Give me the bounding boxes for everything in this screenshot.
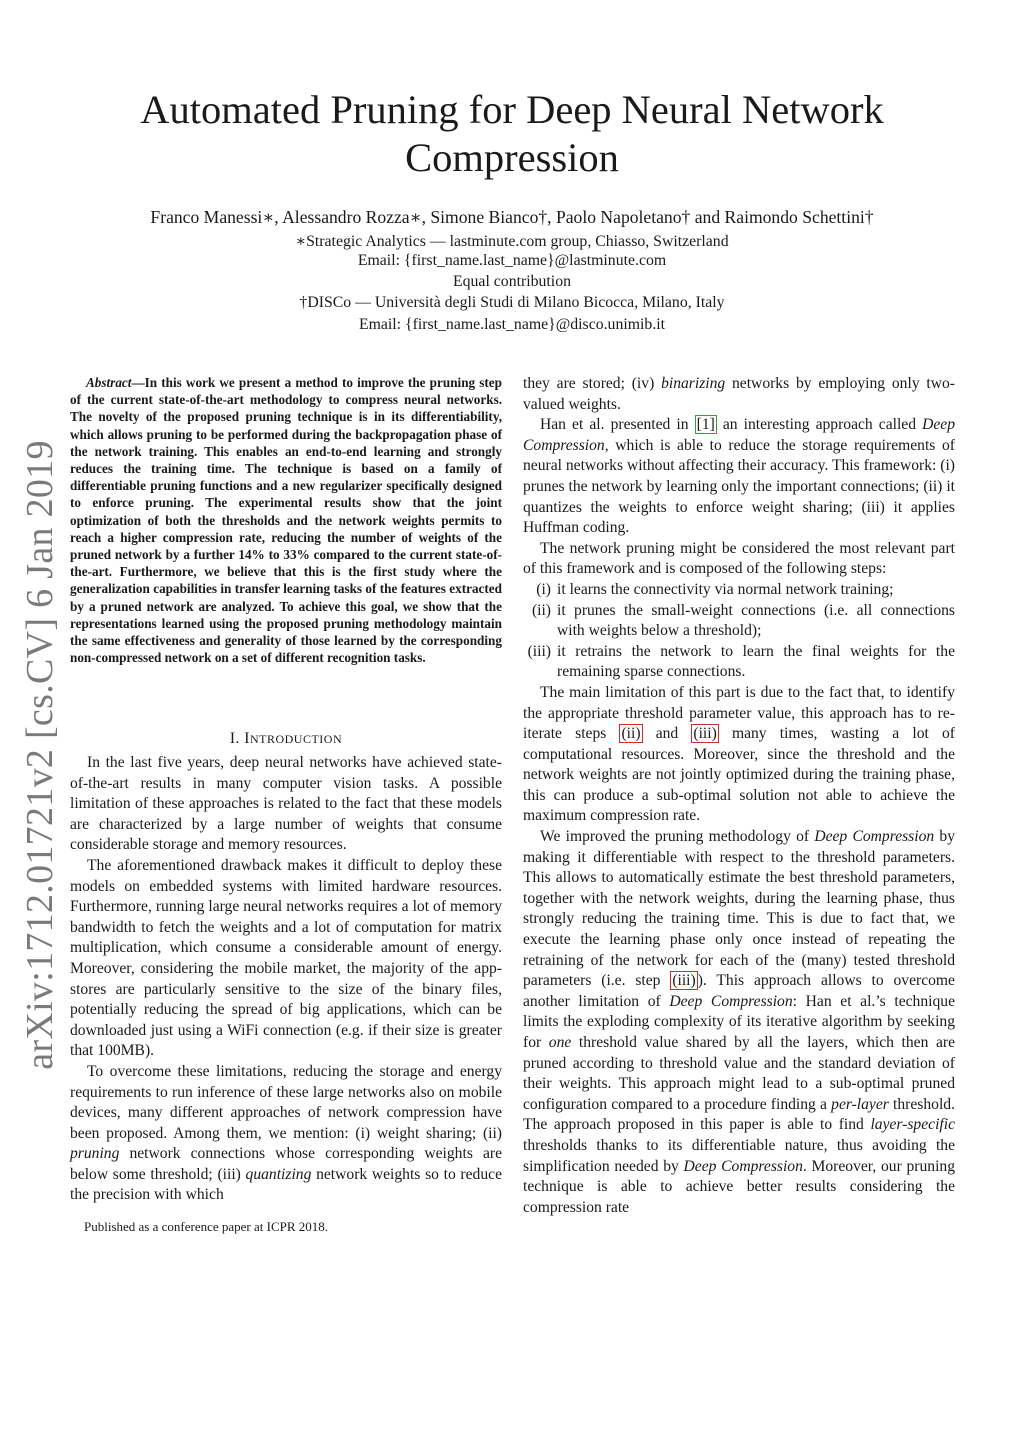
intro-paragraph: In the last five years, deep neural networks have achieved state-of-the-art results in many computer vision tasks. A possible limitation of these approaches is related to the fact that these models are characterized by a large number of weights that consume considerable storage and memory resources.	[70, 754, 502, 854]
section-number: I.	[229, 730, 240, 747]
paragraph: Han et al. presented in [1] an interesting approach called Deep Compression, which is able to reduce the storage requirements of neural networks without affecting their accuracy. This framework: (i) prunes the network by learning only the important connections; (ii) it quantizes the weights to enforce weight sharing; (iii) it applies Huffman coding.	[523, 416, 955, 537]
intro-paragraph: To overcome these limitations, reducing the storage and energy requirements to run inference of these large networks also on mobile devices, many different approaches of network compression have been proposed. Among them, we mention: (i) weight sharing; (ii) pruning network connections whose corresponding weights are below some threshold; (iii) quantizing network weights so to reduce the precision with which	[70, 1062, 502, 1204]
affiliation-line: Email: {first_name.last_name}@disco.unimib.it	[358, 316, 666, 333]
paragraph: they are stored; (iv) binarizing networks by employing only two-valued weights.	[523, 375, 956, 413]
list-item: (i) it learns the connectivity via normal network training;	[536, 580, 894, 598]
list-item: (iii) it retrains the network to learn the final weights for the remaining sparse connections.	[527, 642, 955, 681]
abstract	[70, 374, 502, 666]
affiliation-line: Equal contribution	[452, 273, 571, 290]
arxiv-stamp-text: arXiv:1712.01721v2 [cs.CV] 6 Jan 2019	[19, 440, 61, 1070]
introduction-column	[70, 753, 502, 1206]
arxiv-stamp	[10, 440, 70, 1070]
footnote: Published as a conference paper at ICPR 2018.	[84, 1219, 329, 1234]
section-heading	[70, 730, 502, 748]
right-column	[523, 374, 955, 1218]
paragraph: The main limitation of this part is due to the fact that, to identify the appropriate threshold parameter value, this approach has to re-iterate steps (ii) and (iii) many times, wasting a lot of computational resources. Moreover, since the threshold and the network weights are not jointly optimized during the training phase, this can produce a sub-optimal solution not able to achieve the maximum compression rate.	[523, 683, 955, 825]
section-title-first: I	[244, 730, 250, 747]
affiliation-line: †DISCo — Università degli Studi di Milano Bicocca, Milano, Italy	[299, 294, 725, 311]
step-link[interactable]: (ii)	[621, 725, 641, 743]
step-link[interactable]: (iii)	[672, 972, 696, 990]
abstract-lead: Abstract	[86, 375, 132, 390]
intro-paragraph: The aforementioned drawback makes it difficult to deploy these models on embedded systems with limited hardware resources. Furthermore, running large neural networks requires a lot of memory bandwidth to fetch the weights and a lot of computation for matrix multiplication, which consume a considerable amount of energy. Moreover, considering the mobile market, the majority of the app-stores are particularly sensitive to the size of the binary files, potentially reducing the spread of big applications, which can be downloaded just using a WiFi connection (e.g. if their size is greater that 100MB).	[70, 856, 502, 1060]
affiliation-line: ∗Strategic Analytics — lastminute.com group, Chiasso, Switzerland	[295, 233, 729, 250]
step-link[interactable]: (iii)	[693, 725, 717, 743]
steps-list	[523, 580, 955, 683]
section-title-rest: NTRODUCTION	[249, 732, 343, 746]
citation-link[interactable]: [1]	[696, 416, 715, 434]
paper-title: Automated Pruning for Deep Neural Network Compression	[140, 87, 884, 180]
affiliation-line: Email: {first_name.last_name}@lastminute.com	[357, 252, 667, 269]
abstract-text: —In this work we present a method to improve the pruning step of the current state-of-the-art methodology to compress neural networks. The novelty of the proposed pruning technique is in its differentiability, which allows pruning to be performed during the backpropagation phase of the network training. This enables an end-to-end learning and strongly reduces the training time. The technique is based on a family of differentiable pruning functions and a new regularizer specifically designed to enforce pruning. The experimental results show that the joint optimization of both the thresholds and the network weights permits to reach a higher compression rate, reducing the number of weights of the pruned network by a further 14% to 33% compared to the current state-of-the-art. Furthermore, we believe that this is the first study where the generalization capabilities in transfer learning tasks of the features extracted by a pruned network are analyzed. To achieve this goal, we show that the representations learned using the proposed pruning methodology maintain the same effectiveness and generality of those learned by the corresponding non-compressed network on a set of different recognition tasks.	[70, 375, 502, 666]
list-item: (ii) it prunes the small-weight connections (i.e. all connections with weights below a threshold);	[531, 601, 955, 640]
paragraph: The network pruning might be considered the most relevant part of this framework and is composed of the following steps:	[523, 539, 955, 578]
paragraph: We improved the pruning methodology of Deep Compression by making it differentiable with respect to the threshold parameters. This allows to automatically estimate the best threshold parameters, together with the network weights, during the learning phase, thus strongly reducing the training time. This is due to fact that, we execute the learning phase only once instead of repeating the retraining of the network for each of the (many) tested threshold parameters (i.e. step (iii) ). This approach allows to overcome another limitation of Deep Compression: Han et al.’s technique limits the exploding complexity of its iterative algorithm by seeking for one threshold value shared by all the layers, which then are pruned according to threshold value and the standard deviation of their weights. This approach might lead to a sub-optimal pruned configuration compared to a procedure finding a per-layer threshold. The approach proposed in this paper is able to find layer-specific thresholds thanks to its differentiable nature, thus avoiding the simplification needed by Deep Compression. Moreover, our pruning technique is able to achieve better results considering the compression rate	[523, 828, 956, 1216]
authors: Franco Manessi∗, Alessandro Rozza∗, Simone Bianco†, Paolo Napoletano† and Raimondo Schettini†	[150, 207, 874, 227]
